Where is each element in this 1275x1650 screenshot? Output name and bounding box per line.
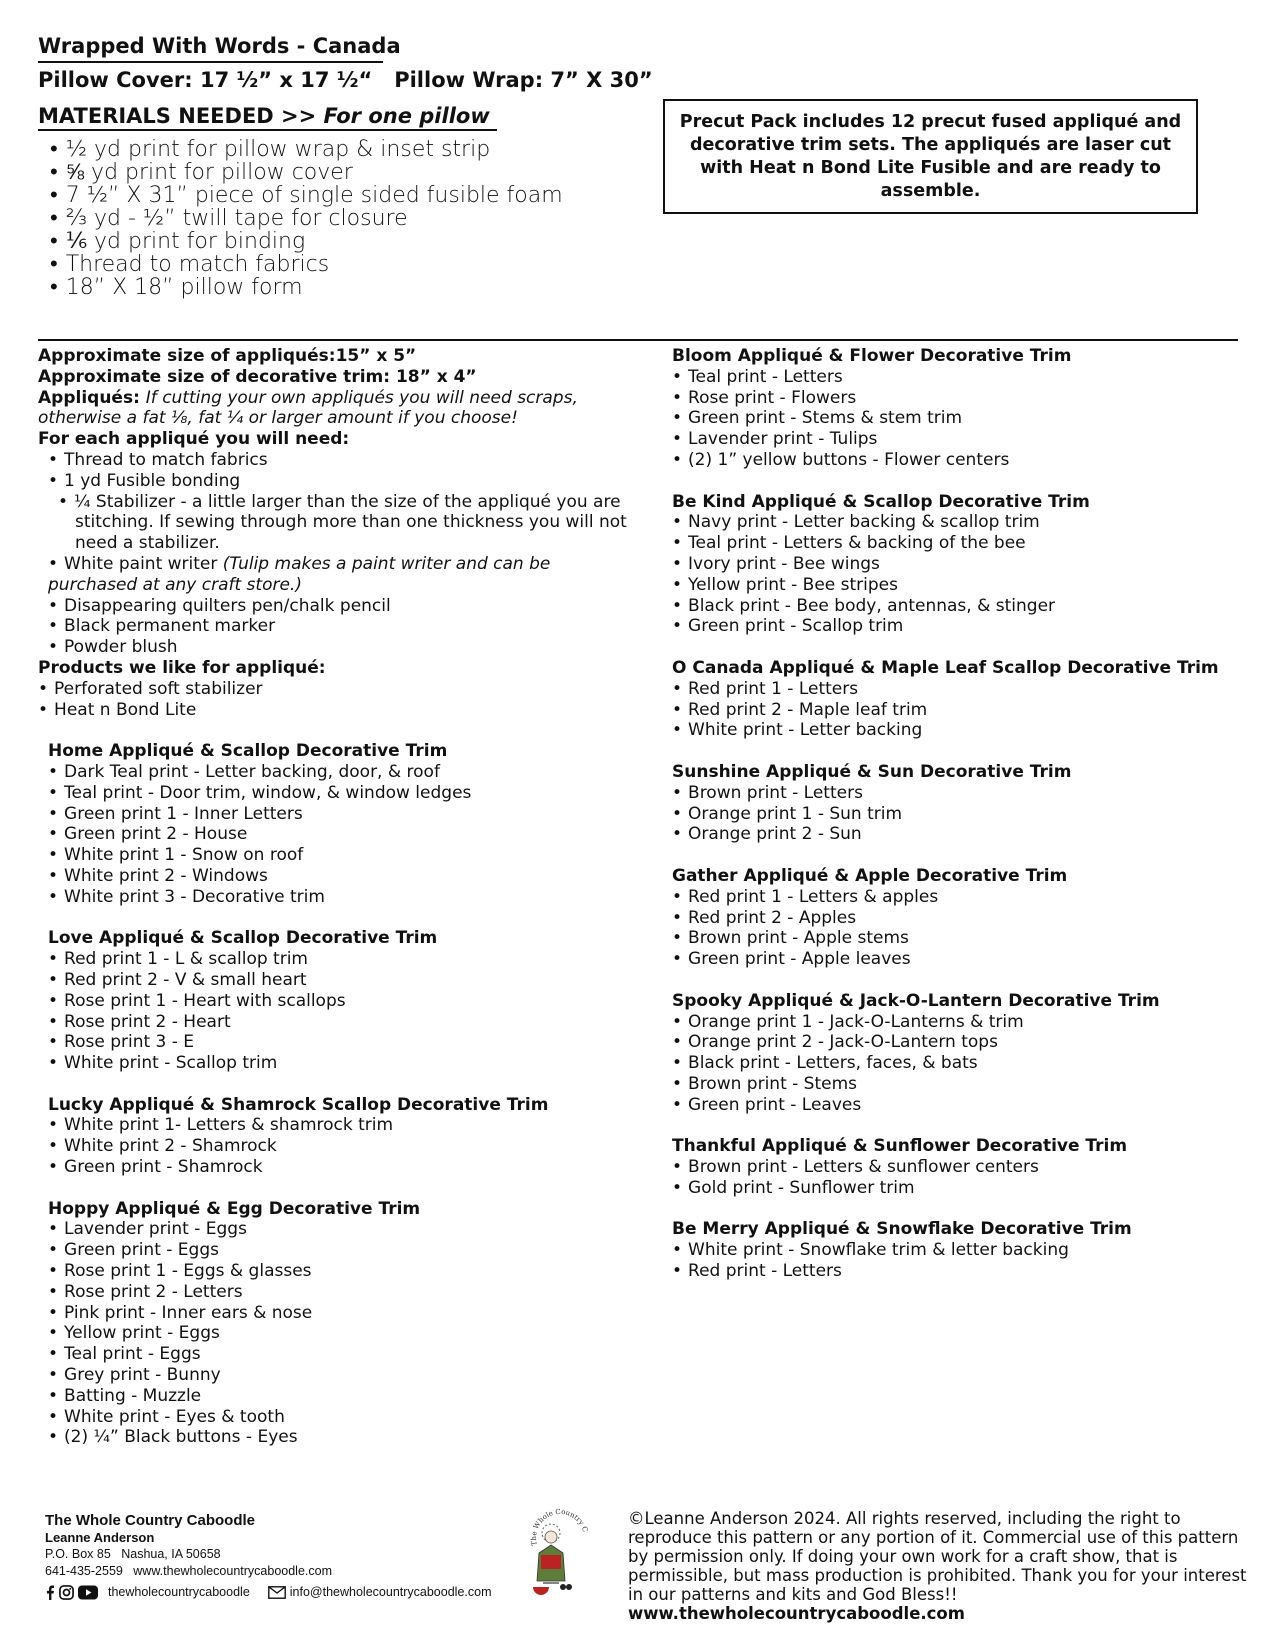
each-applique-list [38, 450, 628, 554]
list-item: • Red print 1 - Letters [672, 679, 1272, 700]
section-gather [672, 866, 1272, 970]
applique-size: Approximate size of appliqués:15” x 5” [38, 346, 417, 366]
section-title: Thankful Appliqué & Sunflower Decorative Trim [672, 1136, 1128, 1157]
list-item: • Lavender print - Tulips [672, 429, 1272, 450]
website-link[interactable]: www.thewholecountrycaboodle.com [133, 1564, 332, 1578]
list-item: • Orange print 2 - Jack-O-Lantern tops [672, 1032, 1272, 1053]
list-item: • Red print 1 - L & scallop trim [48, 949, 628, 970]
section-list [672, 679, 1272, 741]
paint-writer-item: • White paint writer (Tulip makes a paint writer and can be purchased at any craft store.) [48, 553, 551, 595]
list-item: • Orange print 1 - Jack-O-Lanterns & trim [672, 1012, 1272, 1033]
list-item: • Lavender print - Eggs [48, 1219, 628, 1240]
section-title: Gather Appliqué & Apple Decorative Trim [672, 865, 1068, 886]
section-home [38, 741, 628, 907]
social-handle[interactable]: thewholecountrycaboodle [108, 1585, 250, 1599]
po-box: P.O. Box 85 [45, 1547, 111, 1561]
list-item: • Black print - Letters, faces, & bats [672, 1053, 1272, 1074]
social-icons [45, 1585, 98, 1600]
list-item: • Orange print 2 - Sun [672, 824, 1272, 845]
youtube-icon[interactable] [78, 1585, 98, 1600]
list-item: • Black permanent marker [48, 616, 628, 637]
section-title: Sunshine Appliqué & Sun Decorative Trim [672, 761, 1072, 782]
list-item: • Yellow print - Bee stripes [672, 575, 1272, 596]
section-hoppy [38, 1199, 628, 1449]
section-list [48, 949, 628, 1074]
list-item: • White print 2 - Shamrock [48, 1136, 628, 1157]
list-item: • Green print 2 - House [48, 824, 628, 845]
list-item: • Green print - Shamrock [48, 1157, 628, 1178]
section-love [38, 928, 628, 1074]
section-be-kind [672, 492, 1272, 638]
list-item: • Rose print - Flowers [672, 388, 1272, 409]
list-item: • Rose print 2 - Heart [48, 1012, 628, 1033]
materials-label: MATERIALS NEEDED >> [38, 104, 324, 128]
list-item: • White print - Scallop trim [48, 1053, 628, 1074]
left-column [38, 346, 628, 1448]
products-heading: Products we like for appliqué: [38, 657, 326, 678]
list-item: • Navy print - Letter backing & scallop trim [672, 512, 1272, 533]
list-item: • ⅝ yd print for pillow cover [50, 161, 563, 184]
person-name: Leanne Anderson [45, 1530, 155, 1545]
applique-label: Appliqués: [38, 387, 146, 408]
section-lucky [38, 1095, 628, 1178]
section-title: Be Merry Appliqué & Snowflake Decorative Trim [672, 1219, 1132, 1240]
list-item: • Yellow print - Eggs [48, 1323, 628, 1344]
section-list [672, 1012, 1272, 1116]
section-title: Love Appliqué & Scallop Decorative Trim [48, 928, 438, 949]
list-item: • ¼ Stabilizer - a little larger than the size of the appliqué you are stitching. If sewing through more than one thickness you will not need a stabilizer. [48, 492, 628, 554]
list-item: • Thread to match fabrics [50, 253, 563, 276]
list-item: • Rose print 2 - Letters [48, 1282, 628, 1303]
list-item: • 7 ½” X 31” piece of single sided fusible foam [50, 184, 563, 207]
copyright-text: ©Leanne Anderson 2024. All rights reserved, including the right to reproduce this pattern or any portion of it. Commercial use of this pattern by permission only. If doing your own work for a craft show, that is permissible, but mass production is prohibited. Thank you for your interest in our patterns and kits and God Bless!! [628, 1509, 1247, 1604]
precut-pack-text: Precut Pack includes 12 precut fused appliqué and decorative trim sets. The appliqués are laser cut with Heat n Bond Lite Fusible and are ready to assemble. [679, 111, 1182, 201]
materials-list [50, 138, 563, 299]
list-item: • White print - Snowflake trim & letter backing [672, 1240, 1272, 1261]
list-item: • White print - Letter backing [672, 720, 1272, 741]
list-item: • (2) 1” yellow buttons - Flower centers [672, 450, 1272, 471]
section-list [48, 1219, 628, 1448]
list-item: • Orange print 1 - Sun trim [672, 804, 1272, 825]
materials-qualifier: For one pillow [323, 104, 498, 128]
section-title: Be Kind Appliqué & Scallop Decorative Trim [672, 491, 1090, 512]
list-item: • Red print - Letters [672, 1261, 1272, 1282]
list-item: • Rose print 1 - Eggs & glasses [48, 1261, 628, 1282]
list-item: • 1 yd Fusible bonding [48, 471, 628, 492]
copyright-notice [628, 1509, 1258, 1623]
page-title: Wrapped With Words - Canada [38, 34, 383, 63]
list-item: • Batting - Muzzle [48, 1386, 628, 1407]
list-item: • Brown print - Apple stems [672, 928, 1272, 949]
section-title: Spooky Appliqué & Jack-O-Lantern Decorative Trim [672, 990, 1160, 1011]
section-title: Home Appliqué & Scallop Decorative Trim [48, 741, 448, 762]
list-item: • Rose print 3 - E [48, 1032, 628, 1053]
section-title: Bloom Appliqué & Flower Decorative Trim [672, 346, 1072, 366]
company-name: The Whole Country Caboodle [45, 1512, 255, 1529]
applique-text: If cutting your own appliqués you will need scraps, otherwise a fat ⅛, fat ¼ or larger amount if you choose! [38, 387, 578, 429]
social-row [45, 1584, 491, 1601]
list-item: • Brown print - Letters & sunflower centers [672, 1157, 1272, 1178]
list-item: • Grey print - Bunny [48, 1365, 628, 1386]
list-item: • Gold print - Sunflower trim [672, 1178, 1272, 1199]
list-item: • Brown print - Stems [672, 1074, 1272, 1095]
list-item: • Teal print - Letters [672, 367, 1272, 388]
list-item: • Black print - Bee body, antennas, & stinger [672, 596, 1272, 617]
logo-text: The Whole Country C [529, 1507, 590, 1547]
each-applique-list-2 [38, 596, 628, 658]
copyright-website-link[interactable]: www.thewholecountrycaboodle.com [628, 1604, 965, 1623]
section-title: Lucky Appliqué & Shamrock Scallop Decorative Trim [48, 1094, 549, 1115]
section-be-merry [672, 1219, 1272, 1281]
list-item: • ½ yd print for pillow wrap & inset strip [50, 138, 563, 161]
section-sunshine [672, 762, 1272, 845]
list-item: • Heat n Bond Lite [38, 700, 628, 721]
list-item: • Teal print - Eggs [48, 1344, 628, 1365]
list-item: • Brown print - Letters [672, 783, 1272, 804]
list-item: • White print 1- Letters & shamrock trim [48, 1115, 628, 1136]
list-item: • Green print - Leaves [672, 1095, 1272, 1116]
facebook-icon[interactable] [45, 1585, 55, 1600]
list-item: • White print - Eyes & tooth [48, 1407, 628, 1428]
list-item: • White print 2 - Windows [48, 866, 628, 887]
right-column [672, 346, 1272, 1282]
materials-heading [38, 104, 497, 131]
phone: 641-435-2559 [45, 1564, 123, 1578]
section-list [672, 367, 1272, 471]
list-item: • Green print 1 - Inner Letters [48, 804, 628, 825]
paint-writer-label: White paint writer [64, 553, 223, 574]
list-item: • White print 1 - Snow on roof [48, 845, 628, 866]
list-item: • Green print - Scallop trim [672, 616, 1272, 637]
list-item: • Dark Teal print - Letter backing, door, & roof [48, 762, 628, 783]
list-item: • Ivory print - Bee wings [672, 554, 1272, 575]
list-item: • Teal print - Letters & backing of the bee [672, 533, 1272, 554]
section-list [672, 887, 1272, 970]
list-item: • 18” X 18” pillow form [50, 276, 563, 299]
city: Nashua, IA 50658 [121, 1547, 221, 1561]
email-icon [268, 1586, 286, 1599]
list-item: • Red print 2 - Maple leaf trim [672, 700, 1272, 721]
divider [38, 339, 1238, 341]
section-list [48, 1115, 628, 1177]
section-list [672, 512, 1272, 637]
section-o-canada [672, 658, 1272, 741]
address [45, 1546, 491, 1563]
list-item: • Pink print - Inner ears & nose [48, 1303, 628, 1324]
list-item: • Thread to match fabrics [48, 450, 628, 471]
pillow-sizes: Pillow Cover: 17 ½” x 17 ½“ Pillow Wrap: 7” X 30” [38, 68, 653, 92]
list-item: • (2) ¼” Black buttons - Eyes [48, 1427, 628, 1448]
list-item: • White print 3 - Decorative trim [48, 887, 628, 908]
email-link[interactable]: info@thewholecountrycaboodle.com [289, 1585, 492, 1599]
section-thankful [672, 1136, 1272, 1198]
list-item: • Disappearing quilters pen/chalk pencil [48, 596, 628, 617]
logo-doll-icon [523, 1505, 595, 1613]
company-info [45, 1512, 491, 1601]
instagram-icon[interactable] [59, 1585, 74, 1600]
section-title: O Canada Appliqué & Maple Leaf Scallop Decorative Trim [672, 657, 1219, 678]
list-item: • Powder blush [48, 637, 628, 658]
applique-note [38, 388, 628, 430]
list-item: • Perforated soft stabilizer [38, 679, 628, 700]
trim-size: Approximate size of decorative trim: 18” x 4” [38, 366, 477, 387]
contact [45, 1563, 491, 1580]
list-item: • Green print - Stems & stem trim [672, 408, 1272, 429]
section-title: Hoppy Appliqué & Egg Decorative Trim [48, 1198, 421, 1219]
section-list [672, 1157, 1272, 1199]
list-item: • Rose print 1 - Heart with scallops [48, 991, 628, 1012]
each-applique-heading: For each appliqué you will need: [38, 429, 350, 450]
list-item: • Green print - Apple leaves [672, 949, 1272, 970]
section-spooky [672, 991, 1272, 1116]
section-list [48, 762, 628, 908]
list-item: • Red print 1 - Letters & apples [672, 887, 1272, 908]
section-list [672, 783, 1272, 845]
products-list [38, 679, 628, 721]
list-item: • Teal print - Door trim, window, & window ledges [48, 783, 628, 804]
precut-pack-box [663, 99, 1198, 214]
list-item: • Red print 2 - V & small heart [48, 970, 628, 991]
paint-writer-note: (Tulip makes a paint writer and can be purchased at any craft store.) [48, 553, 551, 595]
list-item: • ⅔ yd - ½” twill tape for closure [50, 207, 563, 230]
section-list [672, 1240, 1272, 1282]
list-item: • Green print - Eggs [48, 1240, 628, 1261]
list-item: • Red print 2 - Apples [672, 908, 1272, 929]
section-bloom [672, 346, 1272, 471]
logo [523, 1505, 595, 1613]
list-item: • ⅙ yd print for binding [50, 230, 563, 253]
